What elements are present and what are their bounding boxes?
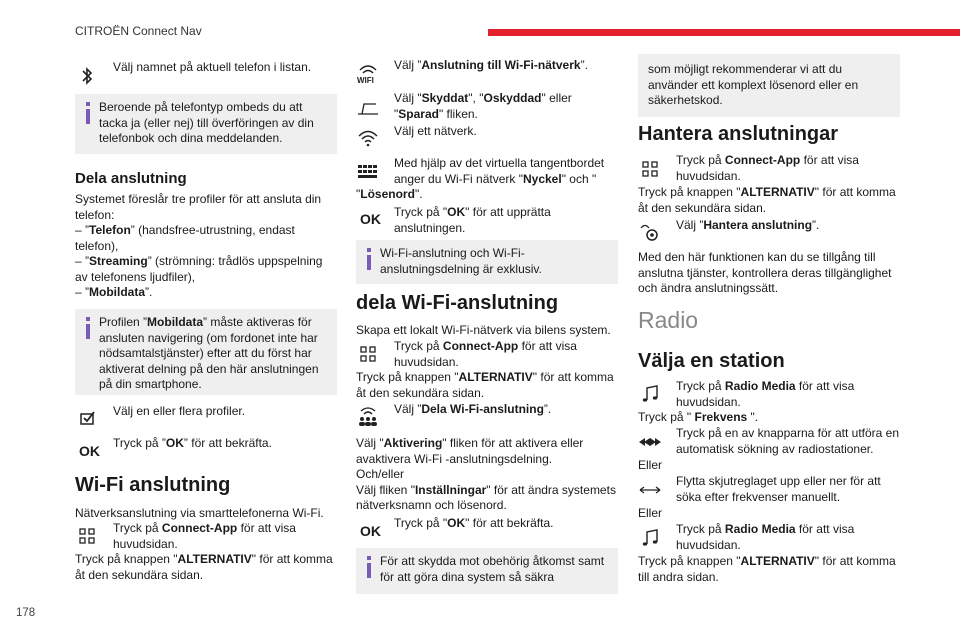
step-select-phone: Välj namnet på aktuell telefon i listan. <box>113 60 312 74</box>
step-radio-media: Tryck på Radio Media för att visa huvudsidan. <box>676 379 855 409</box>
alternativ-text: Tryck på knappen "ALTERNATIV" för att komma till andra sidan. <box>638 554 896 584</box>
info-icon <box>86 102 90 124</box>
step-connect-app: Tryck på Connect-App för att visa huvudsidan. <box>394 339 577 369</box>
info-note-phonebook: Beroende på telefontyp ombeds du att tacka ja (eller nej) till överföringen av din telefonbok och dina meddelanden. <box>75 94 337 154</box>
step-confirm-ok: Tryck på "OK" för att bekräfta. <box>394 516 554 530</box>
aktivering-text: Välj "Aktivering" fliken för att aktivera eller avaktivera Wi-Fi -anslutningsdelning. Och/eller Välj fliken "Inställningar" för att ändra systemets nätverksnamn och lösenord. <box>356 436 616 512</box>
eller-text: Eller <box>638 506 663 520</box>
alternativ-text: Tryck på knappen "ALTERNATIV" för att komma åt den sekundära sidan. <box>75 552 333 582</box>
info-note-security: För att skydda mot obehörig åtkomst samt för att göra dina system så säkra <box>356 548 618 594</box>
page-number: 178 <box>16 607 36 619</box>
info-icon <box>86 317 90 339</box>
heading-valja-station: Välja en station <box>638 350 785 372</box>
svg-text:WIFI: WIFI <box>357 76 374 84</box>
header-accent-bar <box>488 29 960 36</box>
hantera-desc: Med den här funktionen kan du se tillgång till anslutna tjänster, kontrollera deras tillgänglighet och ändra anslutningssätt. <box>638 250 892 295</box>
heading-dela-anslutning: Dela anslutning <box>75 170 187 187</box>
heading-dela-wifi: dela Wi-Fi-anslutning <box>356 292 559 314</box>
step-establish-connection: Tryck på "OK" för att upprätta anslutningen. <box>394 205 551 235</box>
step-confirm-ok: Tryck på ”OK” för att bekräfta. <box>113 436 272 450</box>
info-icon <box>367 248 371 270</box>
step-keyboard: Med hjälp av det virtuella tangentbordet anger du Wi-Fi nätverk "Nyckel" och " <box>394 156 605 186</box>
step-wifi-network: Välj ”Anslutning till Wi-Fi-nätverk”. <box>394 58 588 72</box>
step-share-wifi: Välj ”Dela Wi-Fi-anslutning”. <box>394 402 552 416</box>
step-hantera-anslutning: Välj ”Hantera anslutning”. <box>676 218 820 232</box>
frekvens-text: Tryck på " Frekvens ". <box>638 410 759 424</box>
alternativ-text: Tryck på knappen "ALTERNATIV" för att komma åt den sekundära sidan. <box>638 185 896 215</box>
info-note-mobildata: Profilen ”Mobildata” måste aktiveras för ansluten navigering (om fordonet inte har nödsamtalstjänster) efter att du först har aktiverat delning på den här anslutningen på din smartphone. <box>75 309 337 395</box>
step-select-tab: Välj "Skyddat", "Oskyddad" eller "Sparad" fliken. <box>394 91 572 121</box>
wifi-intro: Nätverksanslutning via smarttelefonerna Wi-Fi. <box>75 506 324 520</box>
eller-text: Eller <box>638 458 663 472</box>
heading-radio: Radio <box>638 307 699 333</box>
heading-wifi-anslutning: Wi-Fi anslutning <box>75 474 231 496</box>
step-radio-media: Tryck på Radio Media för att visa huvudsidan. <box>676 522 855 552</box>
heading-hantera: Hantera anslutningar <box>638 123 839 145</box>
dela-wifi-intro: Skapa ett lokalt Wi-Fi-nätverk via bilens system. <box>356 323 611 337</box>
step-auto-search: Tryck på en av knapparna för att utföra en automatisk sökning av radiostationer. <box>676 426 900 456</box>
ok-icon: OK <box>79 443 100 459</box>
step-keyboard-cont: "Lösenord". <box>356 187 423 201</box>
info-note-exclusive: Wi-Fi-anslutning och Wi-Fi-anslutningsdelning är exklusiv. <box>356 240 618 284</box>
dela-profiles-text: Systemet föreslår tre profiler för att ansluta din telefon: – ”Telefon” (handsfree-utrustning, endast telefon), – ”Streaming” (strömning: trådlös uppspelning av telefonens ljudfiler), – ”Mobildata”. <box>75 192 323 299</box>
ok-icon: OK <box>360 211 381 227</box>
step-manual-search: Flytta skjutreglaget upp eller ner för att söka efter frekvenser manuellt. <box>676 474 881 504</box>
security-note-cont: som möjligt rekommenderar vi att du använder ett komplext lösenord eller en säkerhetskod. <box>638 54 900 117</box>
step-connect-app: Tryck på Connect-App för att visa huvudsidan. <box>113 521 296 551</box>
step-select-network: Välj ett nätverk. <box>394 124 477 138</box>
step-connect-app: Tryck på Connect-App för att visa huvudsidan. <box>676 153 859 183</box>
info-icon <box>367 556 371 578</box>
step-select-profiles: Välj en eller flera profiler. <box>113 404 246 418</box>
alternativ-text: Tryck på knappen "ALTERNATIV" för att komma åt den sekundära sidan. <box>356 370 614 400</box>
ok-icon: OK <box>360 523 381 539</box>
header-title: CITROËN Connect Nav <box>75 24 202 38</box>
